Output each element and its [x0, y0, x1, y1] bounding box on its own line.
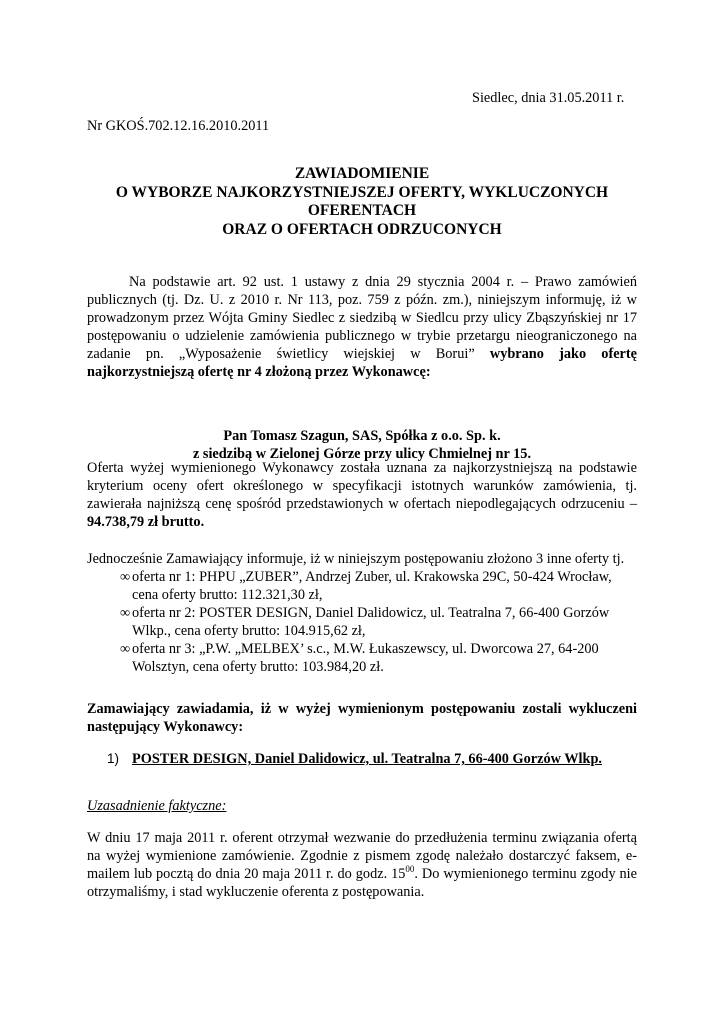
list-item — [87, 640, 637, 676]
reference-number: Nr GKOŚ.702.12.16.2010.2011 — [87, 118, 270, 134]
infinity-bullet-icon: ∞ — [120, 641, 131, 657]
offer-text: oferta nr 3: „P.W. „MELBEX’ s.c., M.W. Łukaszewscy, ul. Dworcowa 27, 64-200 Wolsztyn, cena oferty brutto: 103.984,20 zł. — [132, 641, 599, 675]
other-offers-list — [87, 568, 637, 676]
document-title — [60, 165, 664, 239]
intro-text: Na podstawie art. 92 ust. 1 ustawy z dnia 29 stycznia 2004 r. – Prawo zamówień publicznych (tj. Dz. U. z 2010 r. Nr 113, poz. 759 z późn. zm.), niniejszym informuję, iż w prowadzonym przez Wójta Gminy Siedlec z siedzibą w Siedlcu przy ulicy Zbąszyńskiej nr 17 postępowaniu o udzielenie zamówienia publicznego w trybie przetargu nieograniczonego na zadanie pn. „Wyposażenie świetlicy wiejskiej w Borui” — [87, 274, 637, 362]
exclusion-paragraph: Zamawiający zawiadamia, iż w wyżej wymienionym postępowaniu zostali wykluczeni następujący Wykonawcy: — [87, 701, 637, 735]
other-offers-section — [87, 550, 637, 676]
factual-text-after: . Do wymienionego terminu zgody nie otrzymaliśmy, i stad wykluczenie oferenta z postępowania. — [87, 866, 637, 900]
winning-price: 94.738,79 zł brutto. — [87, 514, 205, 530]
factual-justification-heading: Uzasadnienie faktyczne: — [87, 798, 227, 814]
factual-justification-paragraph — [87, 829, 637, 901]
factual-text-before: W dniu 17 maja 2011 r. oferent otrzymał wezwanie do przedłużenia terminu związania ofertą na wyżej wymienione zamówienie. Zgodnie z pismem zgodę należało dostarczyć faksem, e-mailem lub pocztą do dnia 20 maja 2011 r. do godz. 15 — [87, 830, 637, 882]
title-line-2: O WYBORZE NAJKORZYSTNIEJSZEJ OFERTY, WYKLUCZONYCH — [115, 183, 609, 201]
intro-paragraph — [87, 273, 637, 381]
infinity-bullet-icon: ∞ — [120, 605, 131, 621]
list-item — [87, 568, 637, 604]
intro-bold-text: wybrano jako ofertę najkorzystniejszą ofertę nr 4 złożoną przez Wykonawcę: — [87, 346, 638, 380]
list-item — [87, 604, 637, 640]
offer-text: oferta nr 2: POSTER DESIGN, Daniel Dalidowicz, ul. Teatralna 7, 66-400 Gorzów Wlkp., cena oferty brutto: 104.915,62 zł, — [132, 605, 610, 639]
excluded-item-text: POSTER DESIGN, Daniel Dalidowicz, ul. Teatralna 7, 66-400 Gorzów Wlkp. — [132, 751, 602, 767]
other-offers-intro: Jednocześnie Zamawiający informuje, iż w niniejszym postępowaniu złożono 3 inne oferty tj. — [87, 551, 625, 567]
offer-text: oferta nr 1: PHPU „ZUBER”, Andrzej Zuber, ul. Krakowska 29C, 50-424 Wrocław, cena oferty brutto: 112.321,30 zł, — [132, 569, 612, 603]
excluded-contractor — [107, 750, 602, 768]
winner-line-2: z siedzibą w Zielonej Górze przy ulicy Chmielnej nr 15. — [192, 446, 532, 462]
title-line-4: ORAZ O OFERTACH ODRZUCONYCH — [222, 220, 502, 238]
factual-superscript: 00 — [405, 864, 415, 875]
excluded-item-number: 1) — [107, 751, 120, 766]
place-and-date: Siedlec, dnia 31.05.2011 r. — [472, 90, 625, 106]
justification-paragraph — [87, 459, 637, 531]
winner-block — [87, 427, 637, 463]
title-line-3: OFERENTACH — [307, 202, 417, 219]
infinity-bullet-icon: ∞ — [120, 569, 131, 585]
title-line-1: ZAWIADOMIENIE — [294, 165, 430, 182]
justification-text: Oferta wyżej wymienionego Wykonawcy została uznana za najkorzystniejszą na podstawie kryterium oceny ofert określonego w specyfikacji istotnych warunków zamówienia, tj. zawierała najniższą cenę spośród przedstawionych w ofertach niepodlegających odrzuceniu – — [87, 460, 637, 512]
winner-line-1: Pan Tomasz Szagun, SAS, Spółka z o.o. Sp. k. — [223, 428, 501, 444]
